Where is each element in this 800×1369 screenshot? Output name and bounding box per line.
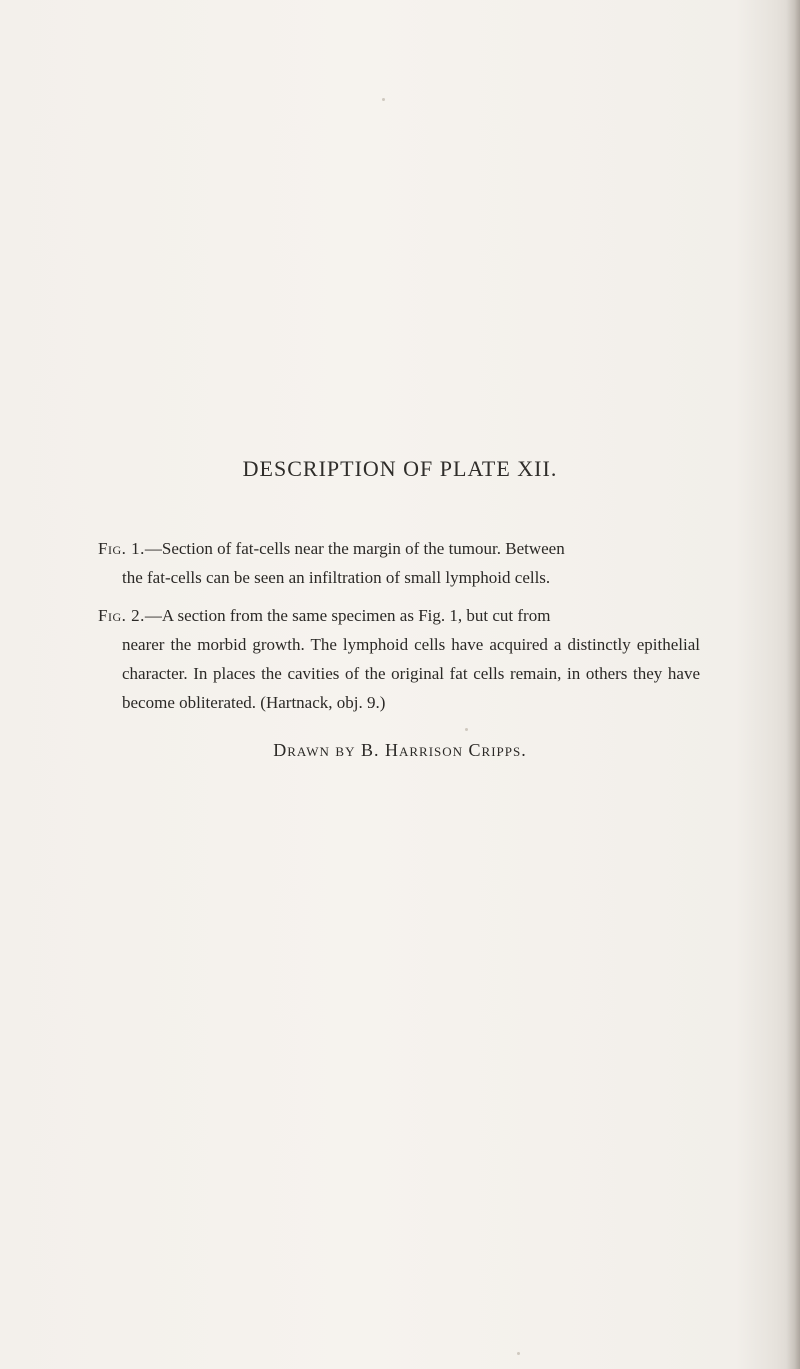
page-edge-shadow	[786, 0, 800, 1369]
paper-speck	[517, 1352, 520, 1355]
plate-title: DESCRIPTION OF PLATE XII.	[242, 456, 558, 481]
artist-credit: Drawn by B. Harrison Cripps.	[273, 740, 527, 760]
figure-2-text-start: —A section from the same specimen as Fig. 1, but cut from	[144, 606, 551, 625]
figure-description-1	[98, 534, 700, 592]
figure-2-first-line	[98, 601, 700, 630]
figure-2-text-rest: nearer the morbid growth. The lymphoid cells have acquired a distinctly epithelial character. In places the cavities of the original fat cells remain, in others they have become obliterated. (Hartnack, obj. 9.)	[122, 635, 700, 712]
figure-1-text-start: —Section of fat-cells near the margin of the tumour. Between	[144, 539, 565, 558]
figure-2-label: Fig. 2.	[98, 606, 145, 625]
figure-1-first-line	[98, 534, 700, 563]
paper-speck	[465, 728, 468, 731]
figure-1-label: Fig. 1.	[98, 539, 145, 558]
paper-speck	[382, 98, 385, 101]
figure-1-text-rest: the fat-cells can be seen an infiltration of small lymphoid cells.	[122, 568, 551, 587]
figure-description-2	[98, 601, 700, 717]
